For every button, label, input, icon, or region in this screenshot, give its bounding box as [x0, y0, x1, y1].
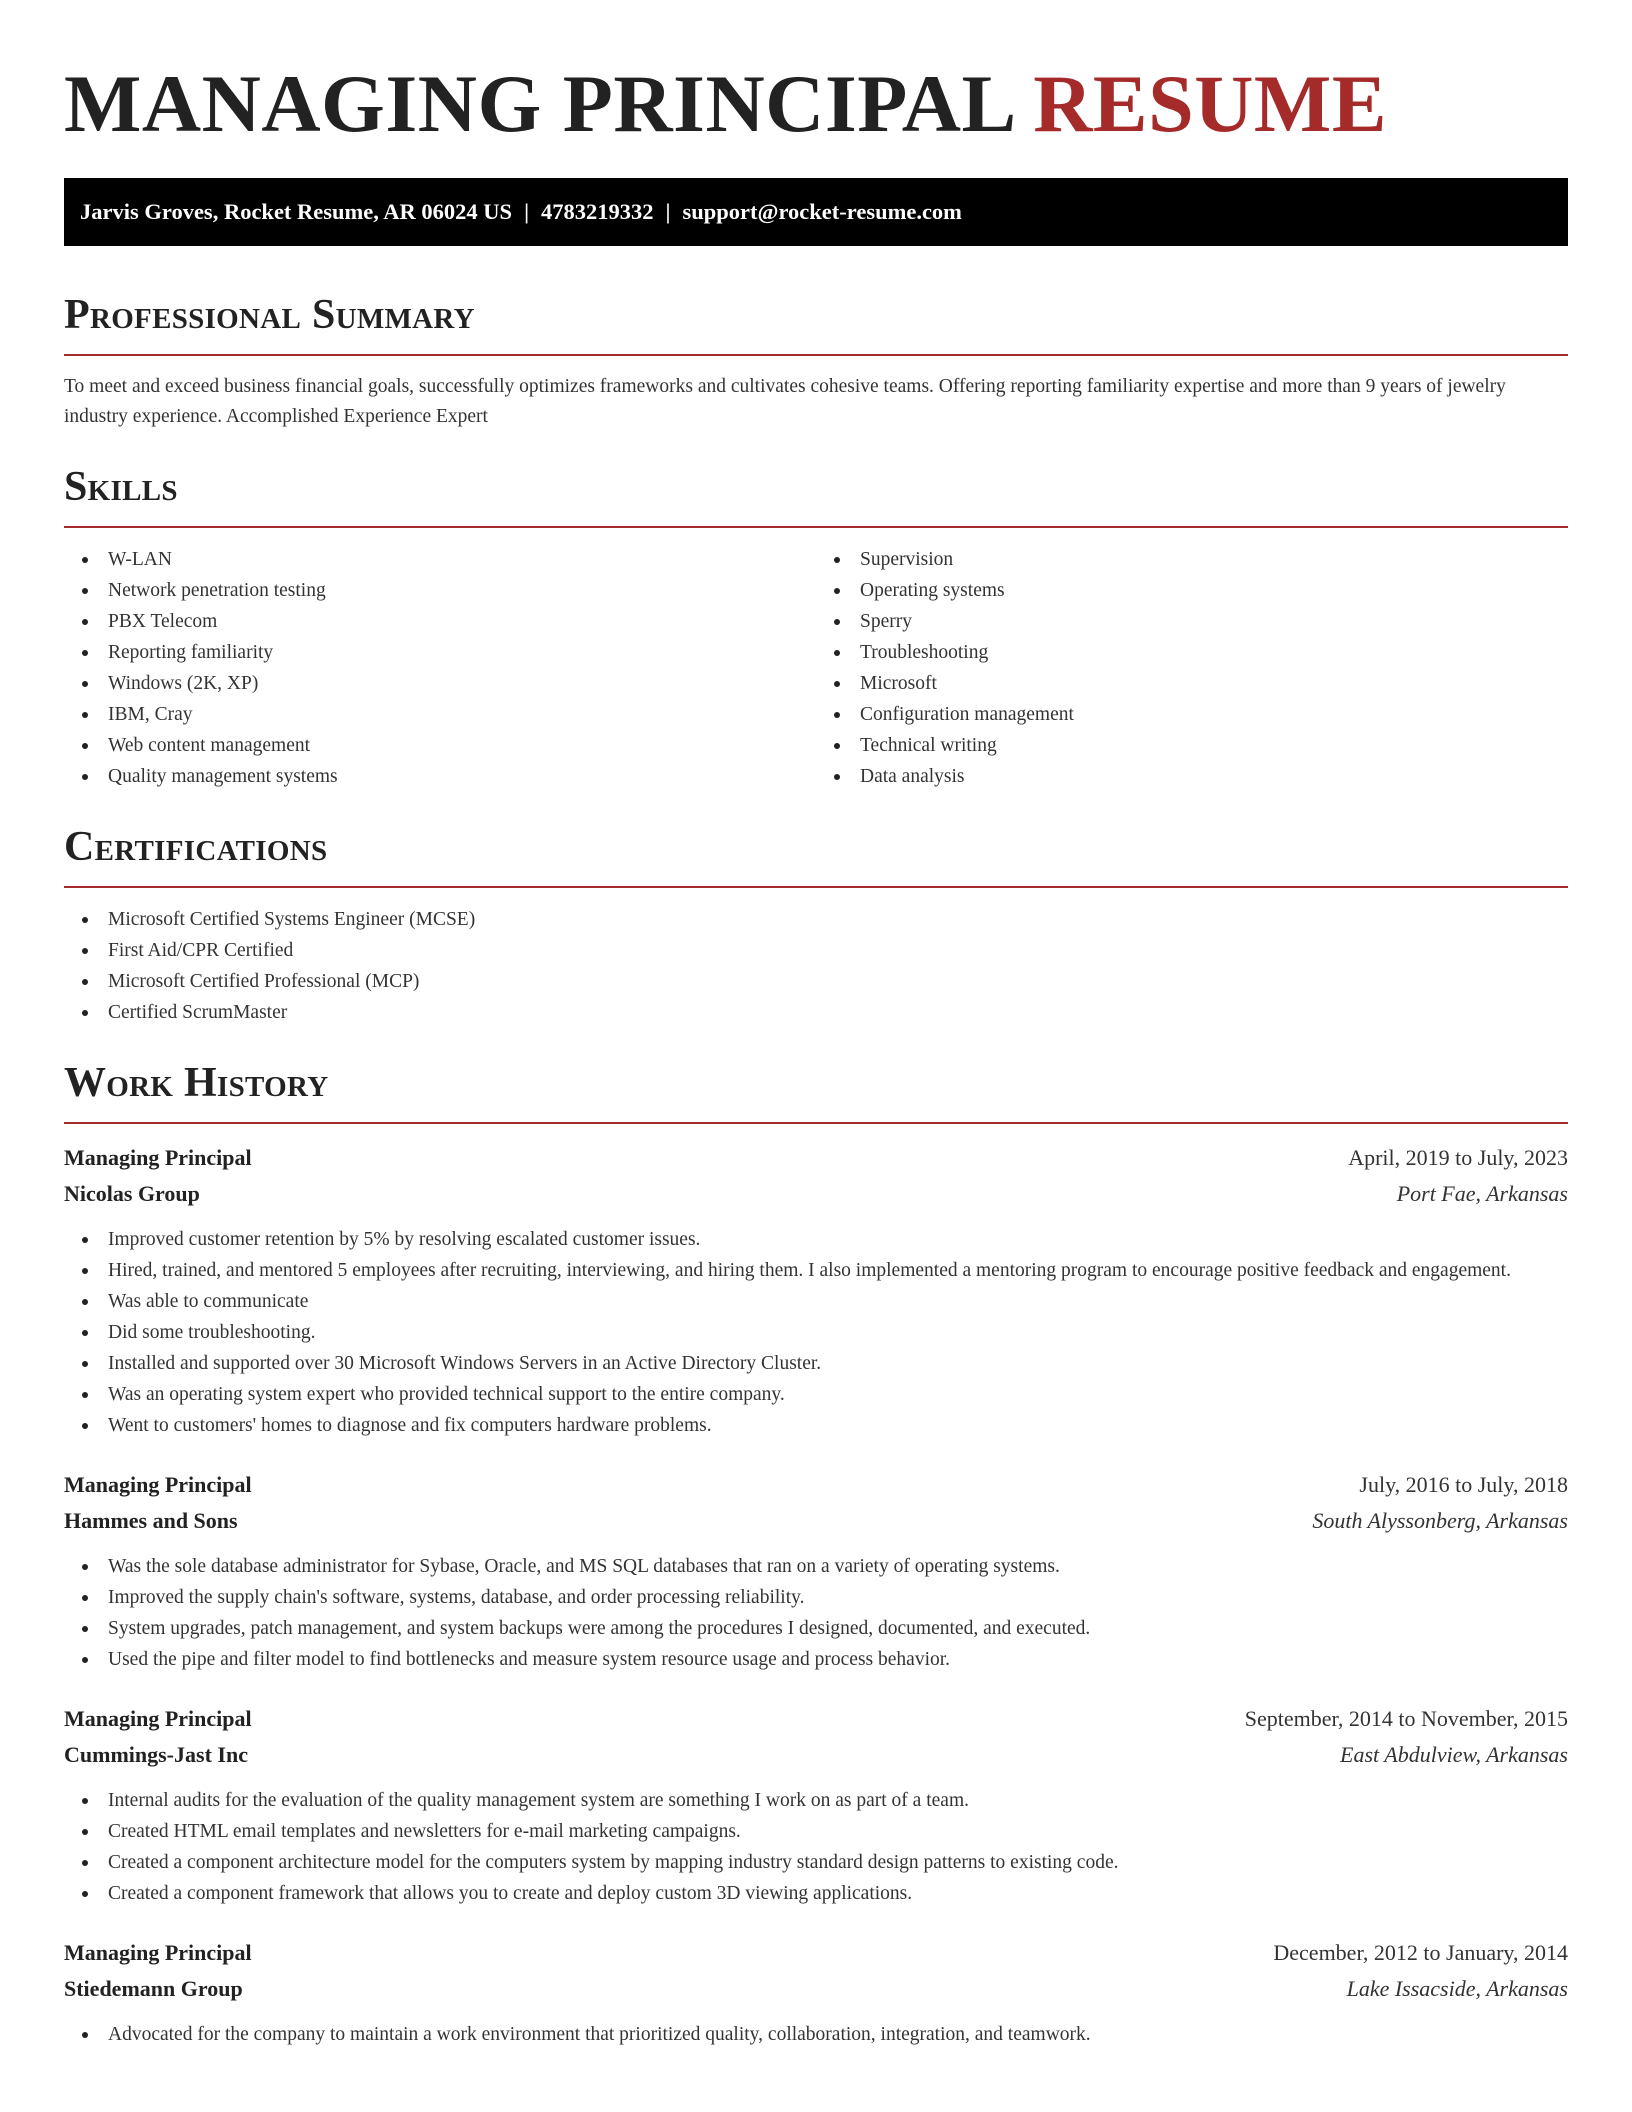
- skill-item: Supervision: [816, 544, 1568, 575]
- contact-separator: |: [524, 199, 530, 224]
- skills-list-right: [816, 544, 1568, 792]
- job-company: Cummings-Jast Inc: [64, 1742, 248, 1767]
- skill-item: Microsoft: [816, 668, 1568, 699]
- job-location: Lake Issacside, Arkansas: [1346, 1976, 1568, 2001]
- skills-section: [64, 462, 1568, 792]
- job-bullet: System upgrades, patch management, and system backups were among the procedures I designed, documented, and executed.: [64, 1613, 1568, 1644]
- skill-item: Data analysis: [816, 761, 1568, 792]
- job-company: Stiedemann Group: [64, 1976, 243, 2001]
- job-bullets: [64, 2019, 1568, 2050]
- job-bullet: Advocated for the company to maintain a work environment that prioritized quality, collaboration, integration, and teamwork.: [64, 2019, 1568, 2050]
- skill-item: IBM, Cray: [64, 699, 816, 730]
- job-dates: December, 2012 to January, 2014: [1273, 1940, 1568, 1965]
- job-bullet: Improved customer retention by 5% by resolving escalated customer issues.: [64, 1224, 1568, 1255]
- job-bullet: Created a component framework that allows you to create and deploy custom 3D viewing applications.: [64, 1878, 1568, 1909]
- title-main: MANAGING PRINCIPAL: [64, 58, 1013, 149]
- certifications-heading: Certifications: [64, 824, 328, 870]
- job-bullet: Was able to communicate: [64, 1286, 1568, 1317]
- work-history-section: [64, 1058, 1568, 2050]
- skill-item: W-LAN: [64, 544, 816, 575]
- contact-bar: [64, 178, 1568, 246]
- skill-item: Technical writing: [816, 730, 1568, 761]
- contact-separator: |: [665, 199, 671, 224]
- skill-item: Reporting familiarity: [64, 637, 816, 668]
- skill-item: Configuration management: [816, 699, 1568, 730]
- certification-item: Microsoft Certified Professional (MCP): [64, 966, 1568, 997]
- work-history-heading: Work History: [64, 1060, 329, 1106]
- skill-item: Quality management systems: [64, 761, 816, 792]
- skills-grid: [64, 544, 1568, 792]
- job-location: South Alyssonberg, Arkansas: [1312, 1508, 1568, 1533]
- skill-item: Windows (2K, XP): [64, 668, 816, 699]
- job-bullets: [64, 1785, 1568, 1909]
- summary-text: To meet and exceed business financial goals, successfully optimizes frameworks and cultivates cohesive teams. Offering reporting familiarity expertise and more than 9 years of jewelry industry experience. Accomplished Experience Expert: [64, 376, 1506, 427]
- job-company: Hammes and Sons: [64, 1508, 238, 1533]
- job-title: Managing Principal: [64, 1940, 252, 1965]
- job-company-row: [64, 1737, 1568, 1773]
- job-title: Managing Principal: [64, 1706, 252, 1731]
- job-bullet: Was the sole database administrator for Sybase, Oracle, and MS SQL databases that ran on a variety of operating systems.: [64, 1551, 1568, 1582]
- contact-email: support@rocket-resume.com: [682, 199, 962, 224]
- job-entry: [64, 1140, 1568, 1441]
- job-bullet: Installed and supported over 30 Microsoft Windows Servers in an Active Directory Cluster.: [64, 1348, 1568, 1379]
- title-accent: RESUME: [1033, 58, 1388, 149]
- job-bullet: Improved the supply chain's software, systems, database, and order processing reliability.: [64, 1582, 1568, 1613]
- skill-item: Web content management: [64, 730, 816, 761]
- skill-item: Network penetration testing: [64, 575, 816, 606]
- section-divider: [64, 886, 1568, 888]
- job-header-row: [64, 1467, 1568, 1503]
- certification-item: Microsoft Certified Systems Engineer (MCSE): [64, 904, 1568, 935]
- job-bullet: Was an operating system expert who provided technical support to the entire company.: [64, 1379, 1568, 1410]
- job-entry: [64, 1701, 1568, 1909]
- section-divider: [64, 354, 1568, 356]
- skills-heading: Skills: [64, 464, 178, 510]
- certifications-list: [64, 904, 1568, 1028]
- job-company: Nicolas Group: [64, 1181, 200, 1206]
- certification-item: Certified ScrumMaster: [64, 997, 1568, 1028]
- job-header-row: [64, 1701, 1568, 1737]
- job-dates: April, 2019 to July, 2023: [1348, 1145, 1568, 1170]
- skill-item: Operating systems: [816, 575, 1568, 606]
- summary-heading: Professional Summary: [64, 292, 475, 338]
- skill-item: Sperry: [816, 606, 1568, 637]
- job-bullet: Used the pipe and filter model to find bottlenecks and measure system resource usage and process behavior.: [64, 1644, 1568, 1675]
- job-bullet: Internal audits for the evaluation of the quality management system are something I work on as part of a team.: [64, 1785, 1568, 1816]
- job-header-row: [64, 1140, 1568, 1176]
- summary-section: [64, 290, 1568, 432]
- job-bullet: Went to customers' homes to diagnose and fix computers hardware problems.: [64, 1410, 1568, 1441]
- job-location: East Abdulview, Arkansas: [1340, 1742, 1568, 1767]
- skills-list-left: [64, 544, 816, 792]
- job-dates: July, 2016 to July, 2018: [1359, 1472, 1568, 1497]
- job-dates: September, 2014 to November, 2015: [1244, 1706, 1568, 1731]
- job-company-row: [64, 1176, 1568, 1212]
- job-bullets: [64, 1224, 1568, 1441]
- job-bullets: [64, 1551, 1568, 1675]
- job-entry: [64, 1935, 1568, 2050]
- contact-phone: 4783219332: [541, 199, 654, 224]
- job-header-row: [64, 1935, 1568, 1971]
- job-company-row: [64, 1503, 1568, 1539]
- certifications-section: [64, 822, 1568, 1028]
- certification-item: First Aid/CPR Certified: [64, 935, 1568, 966]
- job-title: Managing Principal: [64, 1472, 252, 1497]
- contact-address: Jarvis Groves, Rocket Resume, AR 06024 US: [80, 199, 513, 224]
- job-location: Port Fae, Arkansas: [1396, 1181, 1568, 1206]
- skill-item: Troubleshooting: [816, 637, 1568, 668]
- resume-title: [64, 56, 1568, 152]
- job-entry: [64, 1467, 1568, 1675]
- job-bullet: Created HTML email templates and newsletters for e-mail marketing campaigns.: [64, 1816, 1568, 1847]
- section-divider: [64, 1122, 1568, 1124]
- job-bullet: Created a component architecture model for the computers system by mapping industry standard design patterns to existing code.: [64, 1847, 1568, 1878]
- job-company-row: [64, 1971, 1568, 2007]
- job-title: Managing Principal: [64, 1145, 252, 1170]
- job-bullet: Hired, trained, and mentored 5 employees after recruiting, interviewing, and hiring them. I also implemented a mentoring program to encourage positive feedback and engagement.: [64, 1255, 1568, 1286]
- section-divider: [64, 526, 1568, 528]
- skill-item: PBX Telecom: [64, 606, 816, 637]
- job-bullet: Did some troubleshooting.: [64, 1317, 1568, 1348]
